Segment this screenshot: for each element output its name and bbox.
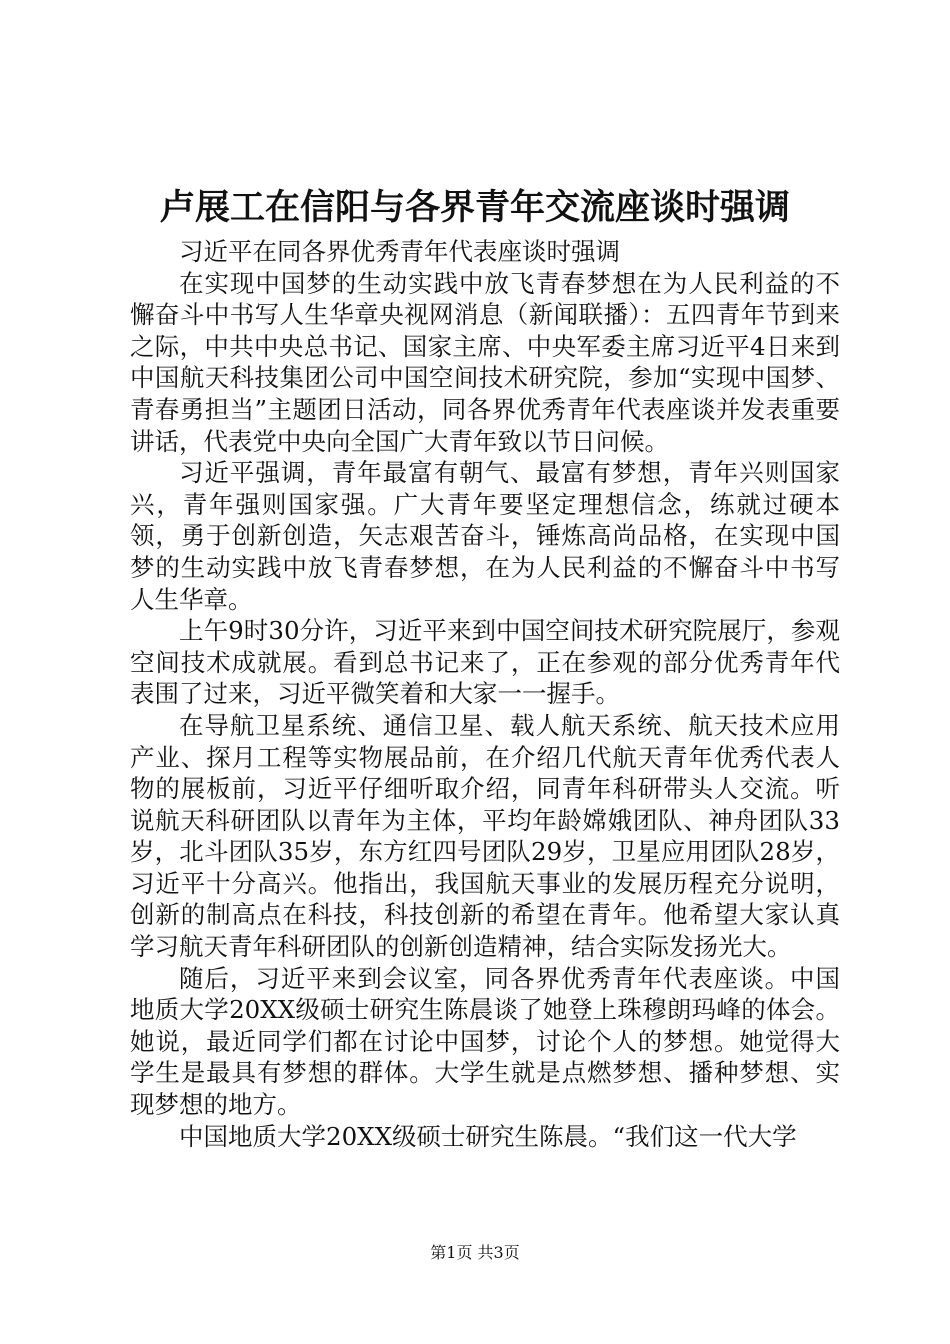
document-body [130,236,840,1152]
page-number-footer: 第1页 共3页 [430,1243,520,1262]
paragraph: 在实现中国梦的生动实践中放飞青春梦想在为人民利益的不懈奋斗中书写人生华章央视网消息（新闻联播）：五四青年节到来之际，中共中央总书记、国家主席、中央军委主席习近平4日来到中国航天科技集团公司中国空间技术研究院，参加“实现中国梦、青春勇担当”主题团日活动，同各界优秀青年代表座谈并发表重要讲话，代表党中央向全国广大青年致以节日问候。 [130,268,840,456]
paragraph: 随后，习近平来到会议室，同各界优秀青年代表座谈。中国地质大学20XX级硕士研究生陈晨谈了她登上珠穆朗玛峰的体会。她说，最近同学们都在讨论中国梦，讨论个人的梦想。她觉得大学生是最具有梦想的群体。大学生就是点燃梦想、播种梦想、实现梦想的地方。 [130,963,840,1120]
paragraph: 在导航卫星系统、通信卫星、载人航天系统、航天技术应用产业、探月工程等实物展品前，在介绍几代航天青年优秀代表人物的展板前，习近平仔细听取介绍，同青年科研带头人交流。听说航天科研团队以青年为主体，平均年龄嫦娥团队、神舟团队33岁，北斗团队35岁，东方红四号团队29岁，卫星应用团队28岁，习近平十分高兴。他指出，我国航天事业的发展历程充分说明，创新的制高点在科技，科技创新的希望在青年。他希望大家认真学习航天青年科研团队的创新创造精神，结合实际发扬光大。 [130,710,840,962]
paragraph-subtitle: 习近平在同各界优秀青年代表座谈时强调 [179,237,620,266]
paragraph: 习近平强调，青年最富有朝气、最富有梦想，青年兴则国家兴，青年强则国家强。广大青年要坚定理想信念，练就过硬本领，勇于创新创造，矢志艰苦奋斗，锤炼高尚品格，在实现中国梦的生动实践中放飞青春梦想，在为人民利益的不懈奋斗中书写人生华章。 [130,458,840,614]
paragraph: 中国地质大学20XX级硕士研究生陈晨。“我们这一代大学 [179,1121,797,1151]
document-title: 卢展工在信阳与各界青年交流座谈时强调 [159,187,790,228]
paragraph: 上午9时30分许，习近平来到中国空间技术研究院展厅，参观空间技术成就展。看到总书记来了，正在参观的部分优秀青年代表围了过来，习近平微笑着和大家一一握手。 [130,616,840,709]
